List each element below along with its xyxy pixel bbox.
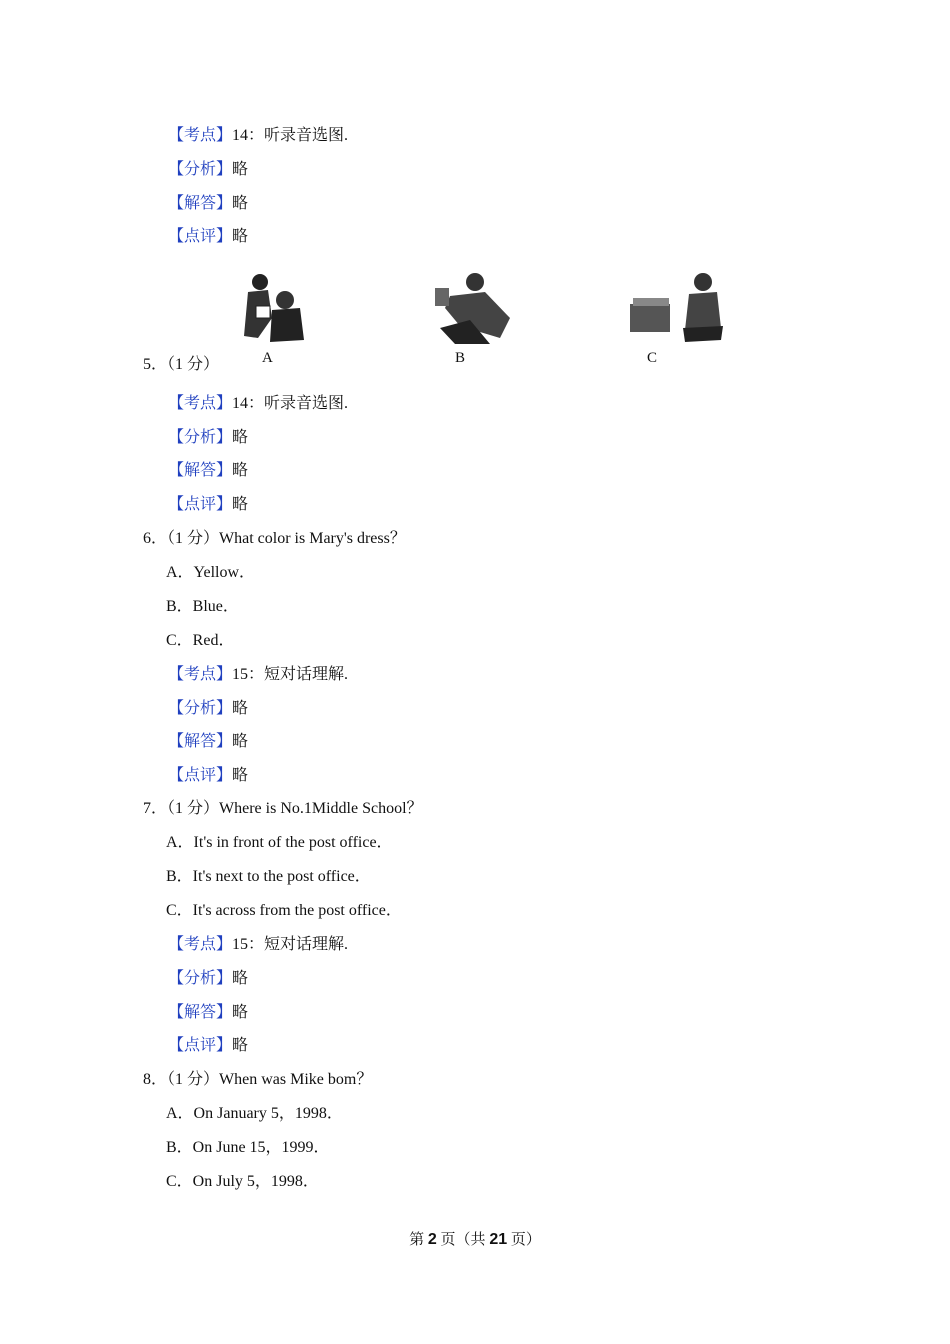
q8-option-b: B．On June 15，1999． xyxy=(166,1139,330,1156)
question-number: 6．（1 分） xyxy=(143,530,220,547)
picture-c-figure xyxy=(625,268,725,348)
footer-middle: 页（共 xyxy=(436,1232,490,1248)
q7-jieda xyxy=(168,1003,248,1023)
kaodian-text: 15：短对话理解. xyxy=(232,666,349,683)
picture-c-label: C xyxy=(647,350,658,366)
question-number: 8．（1 分） xyxy=(143,1071,220,1088)
q4-kaodian xyxy=(168,126,348,146)
footer-suffix: 页） xyxy=(507,1232,541,1248)
q5-number: 5．（1 分） xyxy=(143,356,220,373)
kaodian-tag: 【考点】 xyxy=(168,395,233,412)
q5-pictures xyxy=(225,268,745,368)
q7-question xyxy=(143,799,423,819)
q7-option-a: A．It's in front of the post office． xyxy=(166,834,393,851)
fenxi-text: 略 xyxy=(232,429,249,446)
jieda-tag: 【解答】 xyxy=(168,733,233,750)
q6-option-c: C．Red． xyxy=(166,632,235,649)
page-footer xyxy=(0,1228,950,1249)
q7-kaodian xyxy=(168,935,348,955)
q8-question xyxy=(143,1070,372,1090)
jieda-text: 略 xyxy=(232,462,249,479)
jieda-text: 略 xyxy=(232,1004,249,1021)
current-page-number: 2 xyxy=(427,1231,437,1248)
picture-a-label: A xyxy=(262,350,273,366)
q5-kaodian xyxy=(168,394,348,414)
q4-dianping xyxy=(168,227,248,247)
q6-kaodian xyxy=(168,665,348,685)
fenxi-tag: 【分析】 xyxy=(168,700,233,717)
q5-dianping xyxy=(168,495,248,515)
jieda-tag: 【解答】 xyxy=(168,1004,233,1021)
question-text: When was Mike bom？ xyxy=(219,1071,373,1088)
kaodian-tag: 【考点】 xyxy=(168,666,233,683)
dianping-tag: 【点评】 xyxy=(168,1037,233,1054)
kaodian-text: 15：短对话理解. xyxy=(232,936,349,953)
jieda-tag: 【解答】 xyxy=(168,462,233,479)
fenxi-tag: 【分析】 xyxy=(168,970,233,987)
footer-prefix: 第 xyxy=(409,1232,428,1248)
dianping-tag: 【点评】 xyxy=(168,496,233,513)
kaodian-text: 14：听录音选图. xyxy=(232,395,349,412)
q6-option-b: B．Blue． xyxy=(166,598,239,615)
q4-jieda xyxy=(168,194,248,214)
kaodian-text: 14：听录音选图. xyxy=(232,127,349,144)
picture-b-figure xyxy=(430,268,530,348)
dianping-text: 略 xyxy=(232,228,249,245)
fenxi-text: 略 xyxy=(232,700,249,717)
fenxi-text: 略 xyxy=(232,161,249,178)
q7-option-c: C．It's across from the post office． xyxy=(166,902,402,919)
q8-option-c: C．On July 5，1998． xyxy=(166,1173,319,1190)
dianping-text: 略 xyxy=(232,1037,249,1054)
jieda-text: 略 xyxy=(232,733,249,750)
jieda-text: 略 xyxy=(232,195,249,212)
q5-jieda xyxy=(168,461,248,481)
kaodian-tag: 【考点】 xyxy=(168,936,233,953)
jieda-tag: 【解答】 xyxy=(168,195,233,212)
dianping-text: 略 xyxy=(232,767,249,784)
q6-jieda xyxy=(168,732,248,752)
dianping-tag: 【点评】 xyxy=(168,228,233,245)
q6-option-a: A．Yellow． xyxy=(166,564,256,581)
picture-b-label: B xyxy=(455,350,466,366)
dianping-text: 略 xyxy=(232,496,249,513)
q8-option-a: A．On January 5，1998． xyxy=(166,1105,343,1122)
q5-fenxi xyxy=(168,428,248,448)
fenxi-tag: 【分析】 xyxy=(168,161,233,178)
fenxi-text: 略 xyxy=(232,970,249,987)
dianping-tag: 【点评】 xyxy=(168,767,233,784)
fenxi-tag: 【分析】 xyxy=(168,429,233,446)
question-number: 7．（1 分） xyxy=(143,800,220,817)
picture-a-figure xyxy=(230,268,330,348)
question-text: Where is No.1Middle School？ xyxy=(219,800,423,817)
q6-question xyxy=(143,529,406,549)
q6-fenxi xyxy=(168,699,248,719)
total-page-number: 21 xyxy=(489,1231,508,1248)
kaodian-tag: 【考点】 xyxy=(168,127,233,144)
q4-fenxi xyxy=(168,160,248,180)
question-text: What color is Mary's dress？ xyxy=(219,530,406,547)
q7-fenxi xyxy=(168,969,248,989)
q7-option-b: B．It's next to the post office． xyxy=(166,868,371,885)
q7-dianping xyxy=(168,1036,248,1056)
q6-dianping xyxy=(168,766,248,786)
